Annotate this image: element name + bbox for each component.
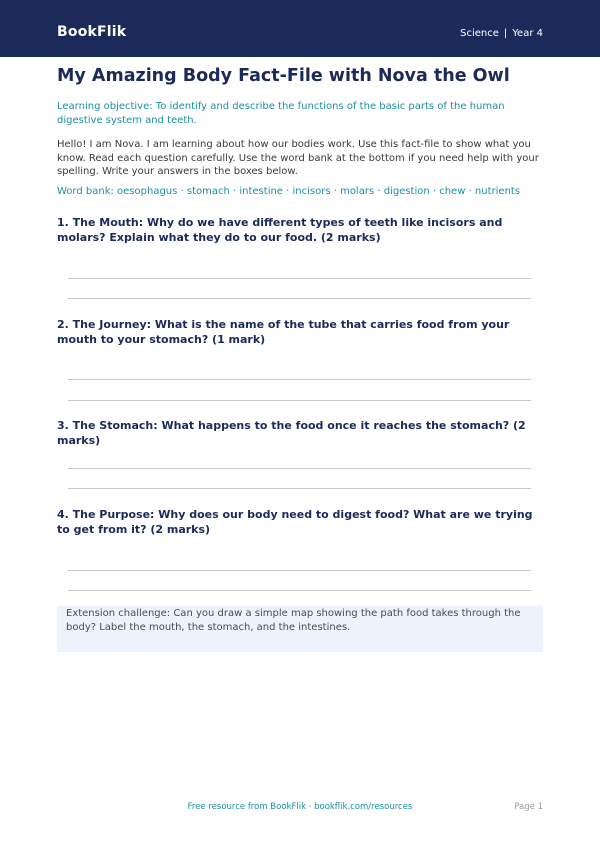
answer-line-q3-2[interactable] <box>68 488 531 489</box>
question-3: 3. The Stomach: What happens to the food once it reaches the stomach? (2 marks) <box>57 419 526 447</box>
footer-link-text[interactable]: Free resource from BookFlik · bookflik.com/resources <box>187 802 413 812</box>
word-bank: Word bank: oesophagus · stomach · intestine · incisors · molars · digestion · chew · nutrients <box>57 186 521 197</box>
brand-logo-text: BookFlik <box>57 24 127 40</box>
subject-label: Science <box>460 28 499 39</box>
answer-line-q4-1[interactable] <box>68 570 531 571</box>
extension-challenge-box <box>57 606 543 652</box>
year-label: Year 4 <box>512 28 543 39</box>
question-4: 4. The Purpose: Why does our body need to digest food? What are we trying to get from it? (2 marks) <box>57 508 533 536</box>
learning-objective: Learning objective: To identify and describe the functions of the basic parts of the human digestive system and teeth. <box>57 101 505 126</box>
answer-line-q4-2[interactable] <box>68 590 531 591</box>
answer-line-q1-1[interactable] <box>68 278 531 279</box>
page-title: My Amazing Body Fact-File with Nova the Owl <box>57 66 510 86</box>
extension-challenge-text: Extension challenge: Can you draw a simple map showing the path food takes through the body? Label the mouth, the stomach, and the intestines. <box>66 608 521 633</box>
answer-line-q2-1[interactable] <box>68 379 531 380</box>
answer-line-q3-1[interactable] <box>68 468 531 469</box>
intro-text: Hello! I am Nova. I am learning about how our bodies work. Use this fact-file to show what you know. Read each question carefully. Use the word bank at the bottom if you need help with your spelling. Write your answers in the boxes below. <box>57 139 539 177</box>
answer-line-q2-2[interactable] <box>68 400 531 401</box>
meta-separator: | <box>503 28 508 39</box>
question-1: 1. The Mouth: Why do we have different types of teeth like incisors and molars? Explain what they do to our food. (2 marks) <box>57 216 503 244</box>
page-number: Page 1 <box>514 802 543 812</box>
answer-line-q1-2[interactable] <box>68 298 531 299</box>
header-bar <box>0 0 600 57</box>
question-2: 2. The Journey: What is the name of the tube that carries food from your mouth to your stomach? (1 mark) <box>57 318 510 346</box>
subject-year-label <box>460 27 543 41</box>
